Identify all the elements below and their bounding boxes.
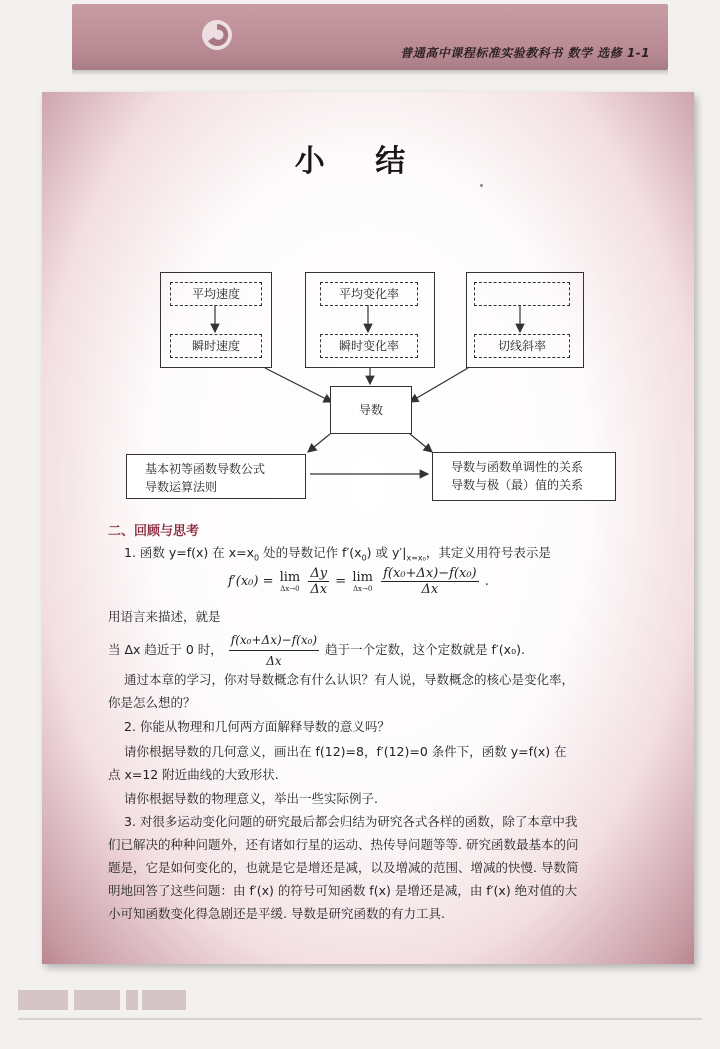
book-title: 普通高中课程标准实验教科书 数学 选修 1-1 bbox=[400, 46, 650, 60]
fraction-dy-dx: $\frac{\Delta y}{\Delta x}$ bbox=[310, 566, 328, 597]
box-derivative-formulas bbox=[126, 454, 306, 499]
difference-quotient: $\frac{\text{f(x₀+Δx)−f(x₀)}}{\Delta x}$ bbox=[383, 566, 477, 597]
paragraph-8-line5: 小可知函数变化得急剧还是平缓. 导数是研究函数的有力工具. bbox=[108, 906, 445, 921]
paragraph-6-line1: 请你根据导数的几何意义，画出在 f(12)=8，f′(12)=0 条件下，函数 y=f(x) 在 bbox=[124, 744, 567, 759]
paragraph-8-line1: 3. 对很多运动变化问题的研究最后都会归结为研究各式各样的函数，除了本章中我 bbox=[124, 814, 578, 829]
paragraph-6-line2: 点 x=12 附近曲线的大致形状. bbox=[108, 767, 279, 782]
header-band bbox=[72, 4, 668, 70]
formulas-line2: 导数运算法则 bbox=[145, 480, 218, 494]
footer-rule bbox=[18, 1018, 702, 1020]
box-average-velocity: 平均速度 bbox=[170, 282, 262, 306]
paragraph-4-line1: 通过本章的学习，你对导数概念有什么认识？有人说，导数概念的核心是变化率， bbox=[124, 672, 575, 687]
limit-operator: lim Δx→0 bbox=[279, 570, 301, 593]
section-heading: 二、回顾与思考 bbox=[108, 524, 200, 539]
footer-bar-4 bbox=[142, 990, 186, 1010]
paragraph-4-line2: 你是怎么想的？ bbox=[108, 695, 196, 710]
box-average-rate: 平均变化率 bbox=[320, 282, 418, 306]
paragraph-8-line3: 题是，它是如何变化的，也就是它是增还是减，以及增减的范围、增减的快慢. 导数简 bbox=[108, 860, 579, 875]
difference-quotient-inline: $\frac{\text{f(x₀+Δx)−f(x₀)}}{\Delta x}$ bbox=[229, 630, 319, 671]
stray-dot bbox=[480, 184, 483, 187]
box-derivative-relations bbox=[432, 452, 616, 501]
relations-line2: 导数与极（最）值的关系 bbox=[451, 478, 584, 492]
box-derivative: 导数 bbox=[330, 386, 412, 434]
book-logo-icon bbox=[200, 18, 234, 52]
formulas-line1: 基本初等函数导数公式 bbox=[145, 462, 266, 476]
footer-bar-1 bbox=[18, 990, 68, 1010]
paragraph-3: 当 Δx 趋近于 0 时， $\frac{\text{f(x₀+Δx)−f(x₀)}}{\Delta x}$ 趋于一个定数，这个定数就是 f′(x₀). bbox=[108, 630, 525, 671]
paragraph-2: 用语言来描述，就是 bbox=[108, 609, 221, 624]
paragraph-8-line4: 明地回答了这些问题：由 f′(x) 的符号可知函数 f(x) 是增还是减，由 f′(x) 绝对值的大 bbox=[108, 883, 578, 898]
paragraph-5: 2. 你能从物理和几何两方面解释导数的意义吗？ bbox=[124, 719, 390, 734]
paragraph-8-line2: 们已解决的种种问题外，还有诸如行星的运动、热传导问题等等. 研究函数最基本的问 bbox=[108, 837, 579, 852]
page-title: 小 结 bbox=[294, 144, 426, 179]
paragraph-1: 1. 函数 y=f(x) 在 $x=x_0$ 处的导数记作 $f'(x_0)$ 或 $y'|_{x=x_0}$，其定义用符号表示是 bbox=[124, 545, 551, 563]
box-instant-velocity: 瞬时速度 bbox=[170, 334, 262, 358]
header-shadow bbox=[72, 70, 668, 76]
footer-bar-2 bbox=[74, 990, 120, 1010]
box-instant-rate: 瞬时变化率 bbox=[320, 334, 418, 358]
footer-bar-3 bbox=[126, 990, 138, 1010]
derivative-definition-formula: f′(x₀) = lim Δx→0 $\frac{\Delta y}{\Delta x}$ = lim Δx→0 $\frac{\text{f(x₀+Δx)−f(x₀)}}{\Delta x}$ . bbox=[228, 566, 489, 597]
limit-operator-2: lim Δx→0 bbox=[352, 570, 373, 593]
relations-line1: 导数与函数单调性的关系 bbox=[451, 460, 584, 474]
box-tangent-slope: 切线斜率 bbox=[474, 334, 570, 358]
box-secant-slope bbox=[474, 282, 570, 306]
paragraph-7: 请你根据导数的物理意义，举出一些实际例子. bbox=[124, 791, 378, 806]
